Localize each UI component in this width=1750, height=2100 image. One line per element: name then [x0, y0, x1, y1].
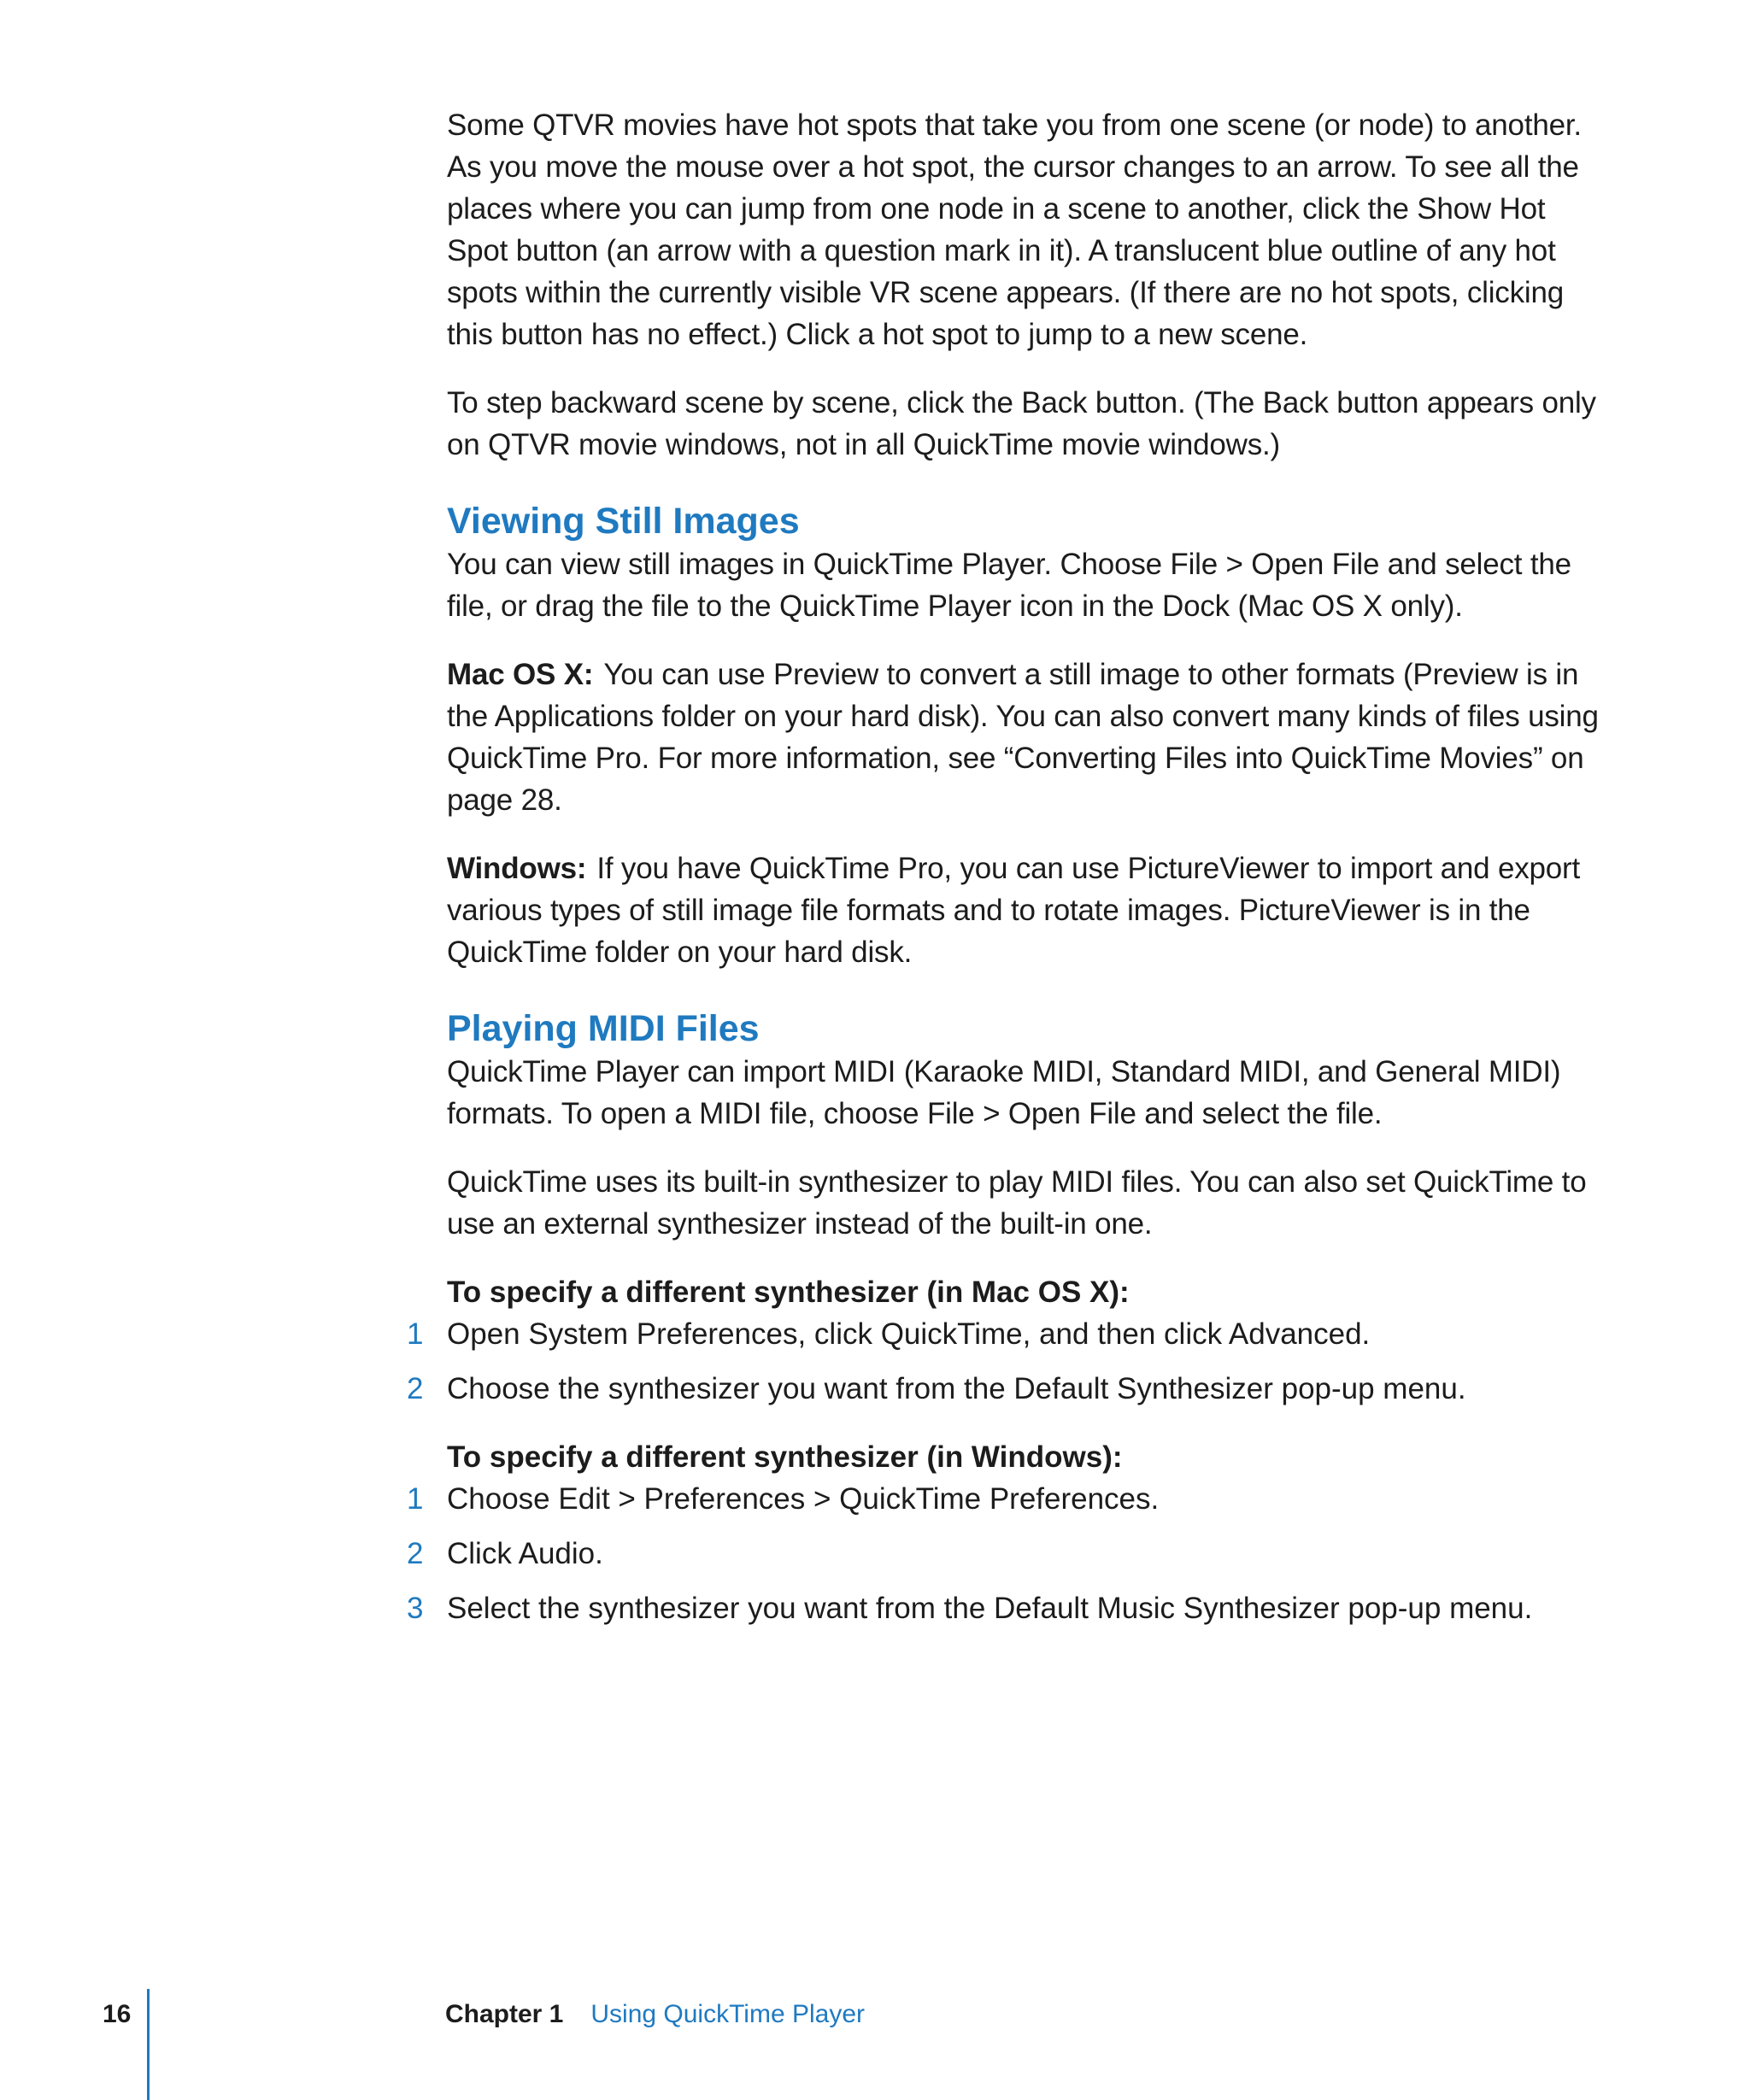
step-text: Open System Preferences, click QuickTime, and then click Advanced.	[447, 1317, 1371, 1351]
step-number: 1	[407, 1482, 424, 1516]
step-number: 1	[407, 1317, 424, 1351]
footer-divider	[147, 1989, 150, 2100]
page-content	[407, 104, 1600, 1656]
paragraph-still-images-intro: You can view still images in QuickTime Player. Choose File > Open File and select the file, or drag the file to the QuickTime Player icon in the Dock (Mac OS X only).	[447, 548, 1571, 623]
step-item	[407, 1478, 1600, 1520]
step-text: Click Audio.	[447, 1537, 603, 1570]
heading-playing-midi-files: Playing MIDI Files	[447, 1008, 760, 1049]
heading-viewing-still-images: Viewing Still Images	[447, 501, 800, 542]
paragraph-back-button: To step backward scene by scene, click the Back button. (The Back button appears only on QTVR movie windows, not in all QuickTime movie windows.)	[447, 386, 1596, 461]
step-item	[407, 1368, 1600, 1410]
paragraph-windows-note	[447, 848, 1600, 973]
page-number: 16	[103, 2000, 132, 2028]
step-number: 2	[407, 1537, 424, 1570]
step-item	[407, 1587, 1600, 1629]
step-item	[407, 1533, 1600, 1575]
steps-list-windows	[407, 1478, 1600, 1629]
windows-label: Windows:	[447, 852, 587, 885]
paragraph-midi-intro: QuickTime Player can import MIDI (Karaoke MIDI, Standard MIDI, and General MIDI) formats. To open a MIDI file, choose File > Open File and select the file.	[447, 1055, 1561, 1130]
task-title-windows: To specify a different synthesizer (in Windows):	[447, 1440, 1123, 1474]
mac-os-x-text: You can use Preview to convert a still image to other formats (Preview is in the Applications folder on your hard disk). You can also convert many kinds of files using QuickTime Pro. For more information, see “Converting Files into QuickTime Movies” on page 28.	[447, 658, 1599, 817]
paragraph-mac-os-x-note	[447, 654, 1600, 821]
step-number: 2	[407, 1372, 424, 1405]
paragraph-hot-spots: Some QTVR movies have hot spots that take you from one scene (or node) to another. As you move the mouse over a hot spot, the cursor changes to an arrow. To see all the places where you can jump from one node in a scene to another, click the Show Hot Spot button (an arrow with a question mark in it). A translucent blue outline of any hot spots within the currently visible VR scene appears. (If there are no hot spots, clicking this button has no effect.) Click a hot spot to jump to a new scene.	[447, 109, 1582, 351]
task-title-mac: To specify a different synthesizer (in Mac OS X):	[447, 1276, 1130, 1309]
footer-chapter	[445, 1997, 865, 2032]
chapter-label: Chapter 1	[445, 2000, 564, 2028]
chapter-title: Using QuickTime Player	[590, 2000, 866, 2028]
step-number: 3	[407, 1592, 424, 1625]
steps-list-mac	[407, 1313, 1600, 1410]
step-item	[407, 1313, 1600, 1355]
step-text: Choose the synthesizer you want from the Default Synthesizer pop-up menu.	[447, 1372, 1466, 1405]
paragraph-midi-synthesizer: QuickTime uses its built-in synthesizer to play MIDI files. You can also set QuickTime to use an external synthesizer instead of the built-in one.	[447, 1165, 1587, 1241]
windows-text: If you have QuickTime Pro, you can use PictureViewer to import and export various types of still image file formats and to rotate images. PictureViewer is in the QuickTime folder on your hard disk.	[447, 852, 1581, 969]
mac-os-x-label: Mac OS X:	[447, 658, 594, 691]
step-text: Select the synthesizer you want from the Default Music Synthesizer pop-up menu.	[447, 1592, 1533, 1625]
step-text: Choose Edit > Preferences > QuickTime Preferences.	[447, 1482, 1160, 1516]
